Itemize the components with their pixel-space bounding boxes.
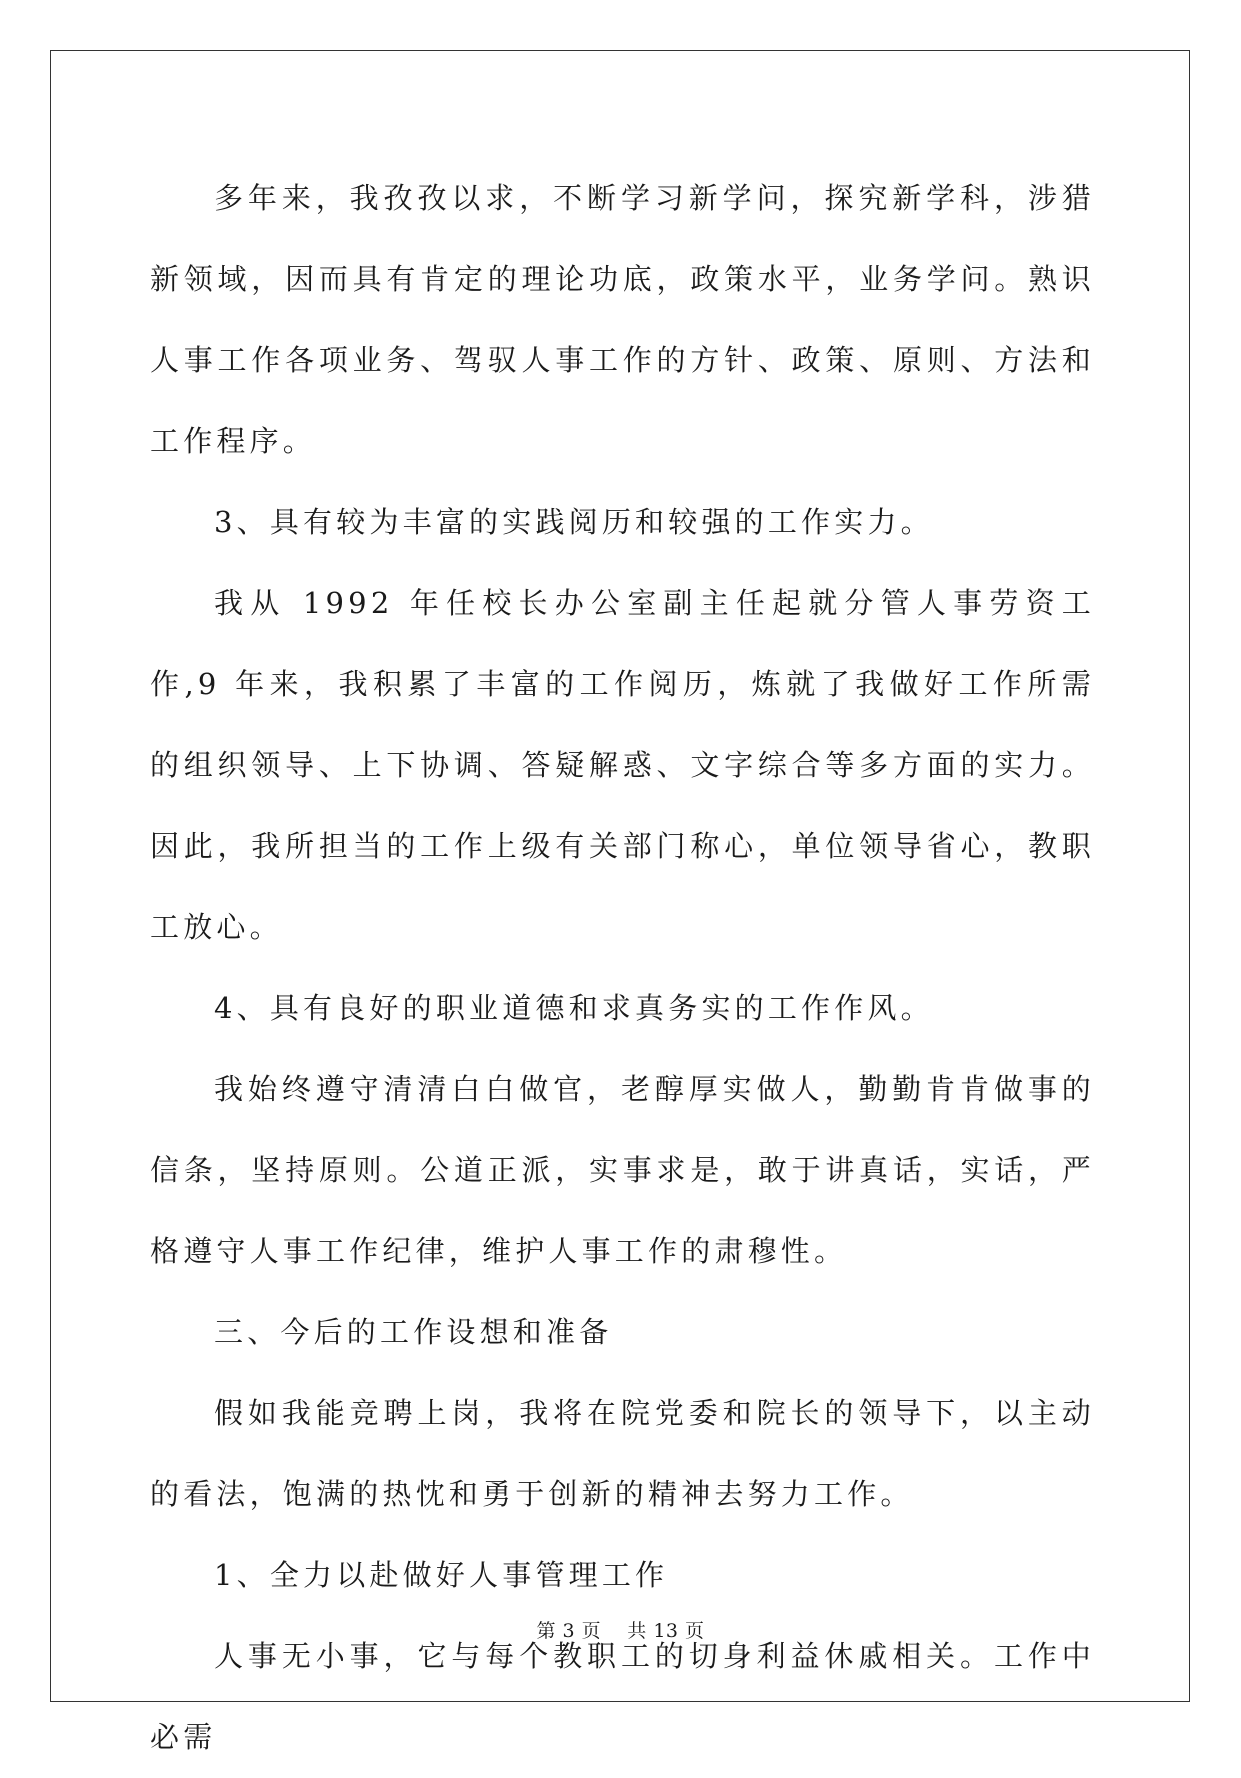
page-total: 共 13 页 <box>627 1620 705 1642</box>
subsection-heading: 1、全力以赴做好人事管理工作 <box>214 1558 669 1592</box>
paragraph-9: 人事无小事，它与每个教职工的切身利益休戚相关。工作中必需 <box>150 1639 1095 1754</box>
paragraph-3: 我从 1992 年任校长办公室副主任起就分管人事劳资工作,9 年来，我积累了丰富的工作阅历，炼就了我做好工作所需的组织领导、上下协调、答疑解惑、文字综合等多方面的实力。因此，我所担当的工作上级有关部门称心，单位领导省心，教职工放心。 <box>150 586 1095 944</box>
page-number: 第 3 页 <box>536 1620 602 1642</box>
paragraph-1: 多年来，我孜孜以求，不断学习新学问，探究新学科，涉猎新领域，因而具有肯定的理论功底，政策水平，业务学问。熟识人事工作各项业务、驾驭人事工作的方针、政策、原则、方法和工作程序。 <box>150 181 1095 458</box>
paragraph-2: 3、具有较为丰富的实践阅历和较强的工作实力。 <box>214 505 934 539</box>
paragraph-7: 假如我能竞聘上岗，我将在院党委和院长的领导下，以主动的看法，饱满的热忱和勇于创新的精神去努力工作。 <box>150 1396 1095 1511</box>
document-body <box>150 158 1095 1778</box>
page-footer <box>0 1616 1241 1643</box>
paragraph-4: 4、具有良好的职业道德和求真务实的工作作风。 <box>214 991 934 1025</box>
section-heading: 三、今后的工作设想和准备 <box>214 1315 613 1349</box>
paragraph-5: 我始终遵守清清白白做官，老醇厚实做人，勤勤肯肯做事的信条，坚持原则。公道正派，实事求是，敢于讲真话，实话，严格遵守人事工作纪律，维护人事工作的肃穆性。 <box>150 1072 1095 1268</box>
